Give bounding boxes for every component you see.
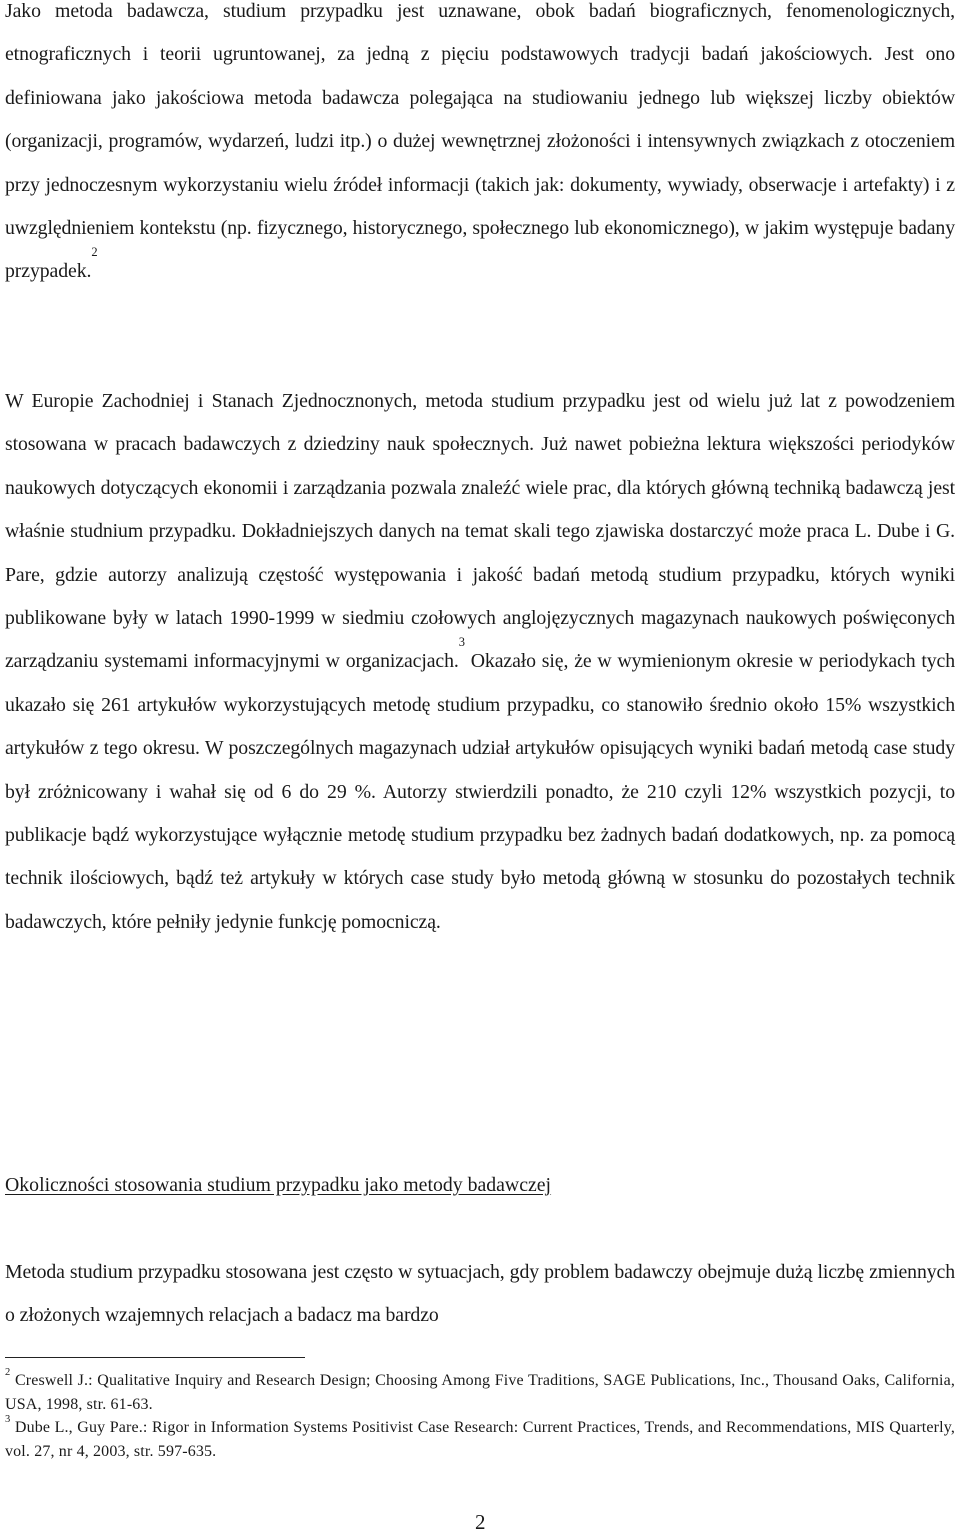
- paragraph-text-continued: Okazało się, że w wymienionym okresie w periodykach tych ukazało się 261 artykułów wykorzystujących metodę studium przypadku, co stanowiło średnio około 15% wszystkich artykułów z tego okresu. W poszczególnych magazynach udział artykułów opisujących wyniki badań metodą case study był zróżnicowany i wahał się od 6 do 29 %. Autorzy stwierdzili ponadto, że 210 czyli 12% wszystkich pozycji, to publikacje bądź wykorzystujące wyłącznie metodę studium przypadku bez żadnych badań dodatkowych, np. za pomocą technik ilościowych, bądź też artykuły w których case study było metodą główną w stosunku do pozostałych technik badawczych, które pełniły jedynie funkcję pomocniczą.: [5, 650, 955, 933]
- footnotes: [5, 1369, 955, 1463]
- page-number: 2: [475, 1510, 486, 1534]
- footnote-number: 3: [5, 1414, 11, 1425]
- footnote-reference-3: 3: [458, 635, 465, 650]
- document-page: [5, 0, 955, 1537]
- footnote-reference-2: 2: [91, 245, 98, 260]
- paragraph-text: Jako metoda badawcza, studium przypadku jest uznawane, obok badań biograficznych, fenomenologicznych, etnograficznych i teorii ugruntowanej, za jedną z pięciu podstawowych tradycji badań jakościowych. Jest ono definiowana jako jakościowa metoda badawcza polegająca na studiowaniu jednego lub większej liczby obiektów (organizacji, programów, wydarzeń, ludzi itp.) o dużej wewnętrznej złożoności i intensywnych związkach z otoczeniem przy jednoczesnym wykorzystaniu wielu źródeł informacji (takich jak: dokumenty, wywiady, obserwacje i artefakty) i z uwzględnieniem kontekstu (np. fizycznego, historycznego, społecznego lub ekonomicznego), w jakim występuje badany przypadek.: [5, 0, 955, 283]
- body-paragraph-2: [5, 380, 955, 944]
- footnote-text: Creswell J.: Qualitative Inquiry and Research Design; Choosing Among Five Traditions, SAGE Publications, Inc., Thousand Oaks, California, USA, 1998, str. 61-63.: [5, 1372, 955, 1413]
- paragraph-text: W Europie Zachodniej i Stanach Zjednocznonych, metoda studium przypadku jest od wielu już lat z powodzeniem stosowana w pracach badawczych z dziedziny nauk społecznych. Już nawet pobieżna lektura większości periodyków naukowych dotyczących ekonomii i zarządzania pozwala znaleźć wiele prac, dla których główną techniką badawczą jest właśnie studnium przypadku. Dokładniejszych danych na temat skali tego zjawiska dostarczyć może praca L. Dube i G. Pare, gdzie autorzy analizują częstość występowania i jakość badań metodą studium przypadku, których wyniki publikowane były w latach 1990-1999 w siedmiu czołowych anglojęzycznych magazynach naukowych poświęconych zarządzaniu systemami informacyjnymi w organizacjach.: [5, 390, 955, 673]
- footnote-3: [5, 1416, 955, 1463]
- footnote-text: Dube L., Guy Pare.: Rigor in Information Systems Positivist Case Research: Current Practices, Trends, and Recommendations, MIS Quarterly, vol. 27, nr 4, 2003, str. 597-635.: [5, 1419, 955, 1460]
- footnote-separator: [5, 1357, 305, 1358]
- footnote-2: [5, 1369, 955, 1416]
- section-heading: Okoliczności stosowania studium przypadku jako metody badawczej: [5, 1174, 552, 1196]
- body-paragraph-3: [5, 1251, 955, 1338]
- footnote-number: 2: [5, 1367, 11, 1378]
- paragraph-text: Metoda studium przypadku stosowana jest często w sytuacjach, gdy problem badawczy obejmuje dużą liczbę zmiennych o złożonych wzajemnych relacjach a badacz ma bardzo: [5, 1261, 955, 1327]
- body-paragraph-1: [5, 0, 955, 294]
